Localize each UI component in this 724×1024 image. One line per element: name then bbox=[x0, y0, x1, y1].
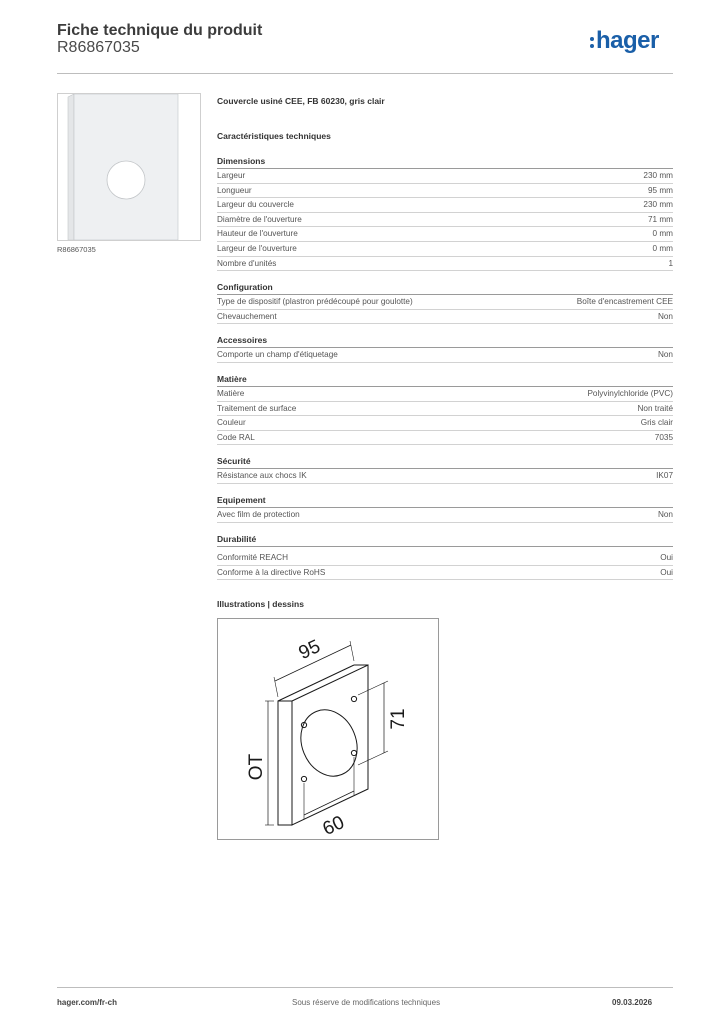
spec-row bbox=[217, 213, 673, 228]
spec-label: Traitement de surface bbox=[217, 403, 297, 413]
spec-label: Comporte un champ d'étiquetage bbox=[217, 350, 338, 359]
product-reference: R86867035 bbox=[57, 39, 140, 56]
spec-value: Gris clair bbox=[640, 418, 673, 428]
spec-value: Oui bbox=[660, 553, 673, 562]
product-thumbnail bbox=[57, 93, 201, 241]
spec-label: Largeur bbox=[217, 171, 246, 180]
spec-value: 230 mm bbox=[643, 171, 673, 180]
spec-label: Diamètre de l'ouverture bbox=[217, 214, 302, 224]
dimension-label-60: 60 bbox=[319, 812, 348, 839]
dimension-drawing bbox=[218, 619, 438, 839]
spec-value: 230 mm bbox=[643, 200, 673, 210]
spec-row bbox=[217, 431, 673, 446]
section-heading-securite: Sécurité bbox=[217, 455, 673, 469]
spec-row bbox=[217, 402, 673, 417]
specs-title: Caractéristiques techniques bbox=[217, 131, 331, 141]
section-heading-accessoires: Accessoires bbox=[217, 334, 673, 348]
spec-label: Conforme à la directive RoHS bbox=[217, 567, 326, 577]
spec-label: Type de dispositif (plastron prédécoupé pour goulotte) bbox=[217, 297, 413, 306]
spec-row bbox=[217, 295, 673, 310]
spec-row bbox=[217, 469, 673, 484]
thumbnail-caption: R86867035 bbox=[57, 245, 96, 254]
spec-row bbox=[217, 227, 673, 242]
spec-label: Chevauchement bbox=[217, 311, 277, 321]
spec-value: 95 mm bbox=[647, 185, 673, 195]
spec-value: Non bbox=[657, 510, 673, 519]
spec-value: Polyvinylchloride (PVC) bbox=[587, 389, 673, 398]
footer-date: 09.03.2026 bbox=[612, 998, 653, 1007]
spec-row bbox=[217, 566, 673, 581]
spec-value: Non bbox=[657, 350, 673, 359]
spec-label: Code RAL bbox=[217, 432, 255, 442]
header-divider bbox=[57, 73, 673, 74]
spec-row bbox=[217, 387, 673, 402]
spec-value: Boîte d'encastrement CEE bbox=[576, 297, 673, 306]
illustrations-title: Illustrations | dessins bbox=[217, 599, 304, 609]
spec-label: Hauteur de l'ouverture bbox=[217, 229, 298, 239]
spec-label: Couleur bbox=[217, 418, 246, 428]
section-heading-equipement: Equipement bbox=[217, 494, 673, 508]
section-heading-configuration: Configuration bbox=[217, 281, 673, 295]
section-heading-dimensions: Dimensions bbox=[217, 155, 673, 169]
section-heading-matiere: Matière bbox=[217, 373, 673, 387]
spec-row bbox=[217, 310, 673, 325]
spec-label: Longueur bbox=[217, 185, 252, 195]
footer-website-link[interactable]: hager.com/fr-ch bbox=[57, 998, 118, 1007]
page-title: Fiche technique du produit bbox=[57, 22, 263, 39]
spec-value: 1 bbox=[668, 258, 673, 268]
spec-row bbox=[217, 184, 673, 199]
section-heading-durabilite: Durabilité bbox=[217, 533, 673, 547]
spec-value: 0 mm bbox=[652, 244, 673, 253]
spec-row bbox=[217, 257, 673, 272]
footer-divider bbox=[57, 987, 673, 988]
product-name: Couvercle usiné CEE, FB 60230, gris clair bbox=[217, 96, 385, 106]
spec-value: 7035 bbox=[654, 432, 673, 442]
spec-value: Oui bbox=[660, 567, 673, 577]
logo-text: hager bbox=[596, 27, 659, 54]
cover-plate-icon bbox=[58, 94, 200, 240]
hager-logo bbox=[590, 27, 659, 55]
spec-label: Matière bbox=[217, 389, 245, 398]
spec-value: Non traité bbox=[637, 403, 673, 413]
spec-label: Nombre d'unités bbox=[217, 258, 277, 268]
spec-row bbox=[217, 416, 673, 431]
spec-row bbox=[217, 169, 673, 184]
dimension-label-71: 71 bbox=[388, 708, 409, 730]
logo-dots-icon bbox=[590, 33, 595, 49]
spec-row bbox=[217, 508, 673, 523]
spec-label: Résistance aux chocs IK bbox=[217, 471, 307, 480]
spec-row bbox=[217, 551, 673, 566]
spec-label: Largeur de l'ouverture bbox=[217, 244, 297, 253]
spec-row bbox=[217, 242, 673, 257]
spec-label: Avec film de protection bbox=[217, 510, 300, 519]
spec-label: Conformité REACH bbox=[217, 553, 288, 562]
dimension-label-95: 95 bbox=[295, 636, 324, 664]
dimension-label-ot: OT bbox=[246, 753, 267, 781]
spec-row bbox=[217, 348, 673, 363]
technical-drawing bbox=[217, 618, 439, 840]
spec-value: Non bbox=[657, 311, 673, 321]
footer-disclaimer: Sous réserve de modifications techniques bbox=[292, 998, 441, 1007]
spec-value: 0 mm bbox=[652, 229, 673, 239]
spec-value: 71 mm bbox=[647, 214, 673, 224]
spec-row bbox=[217, 198, 673, 213]
spec-label: Largeur du couvercle bbox=[217, 200, 294, 210]
spec-value: IK07 bbox=[656, 471, 673, 480]
